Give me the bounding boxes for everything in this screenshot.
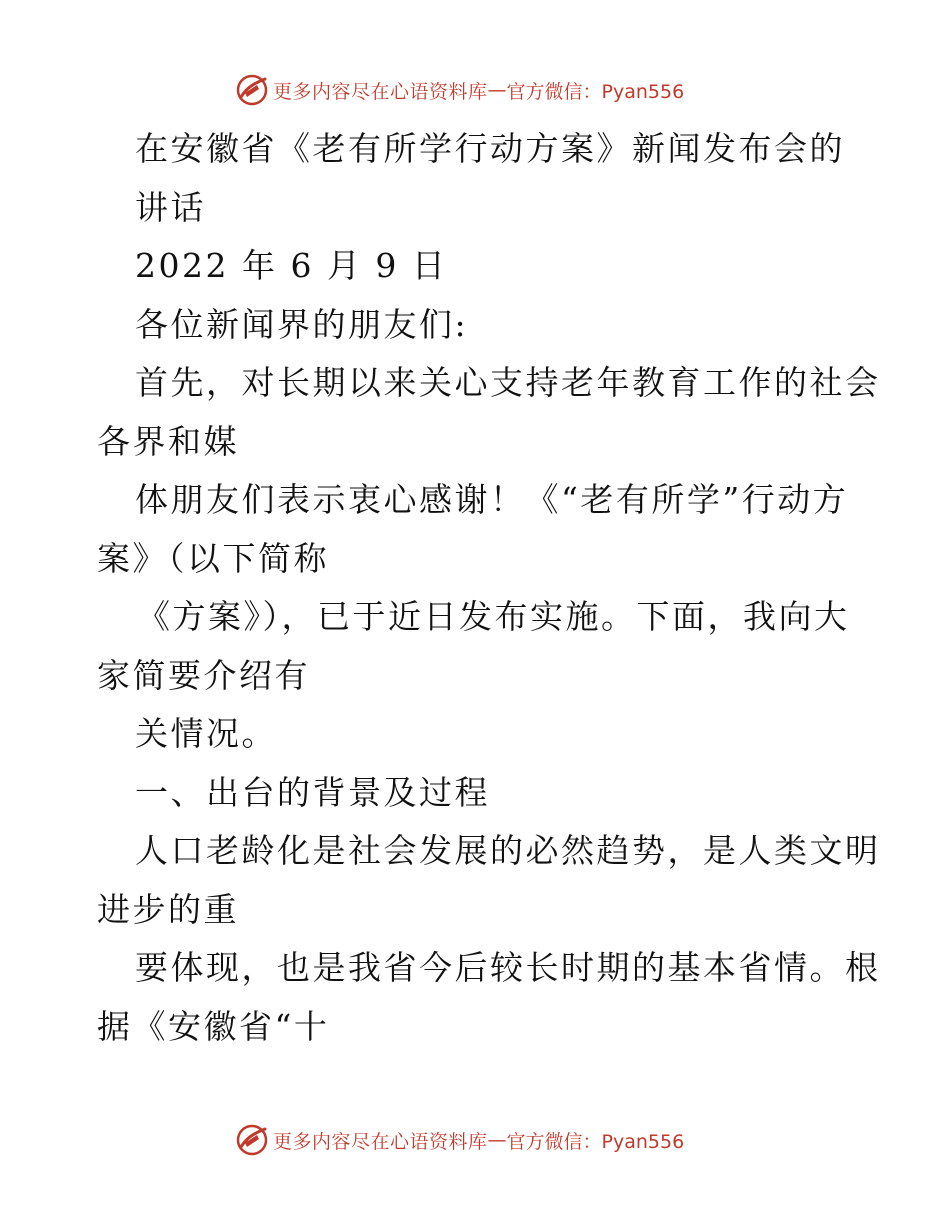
paragraph-line: 据《安徽省“十 xyxy=(97,1006,330,1046)
paragraph-line: 人口老龄化是社会发展的必然趋势，是人类文明 xyxy=(135,831,881,870)
pen-seal-icon xyxy=(235,1123,269,1157)
pen-seal-icon xyxy=(235,73,269,107)
paragraph-line: 《方案》），已于近日发布实施。下面，我向大 xyxy=(137,597,850,636)
watermark-header xyxy=(235,72,684,108)
watermark-wechat-text: 官方微信：Pyan556 xyxy=(506,1130,685,1153)
date-line: 2022 年 6 月 9 日 xyxy=(135,246,448,285)
watermark-separator: — xyxy=(487,79,507,101)
salutation-line: 各位新闻界的朋友们: xyxy=(135,304,469,344)
section-heading: 一、出台的背景及过程 xyxy=(135,772,490,812)
document-body xyxy=(97,120,881,1056)
watermark-wechat-text: 官方微信：Pyan556 xyxy=(506,80,685,103)
paragraph-line: 首先，对长期以来关心支持老年教育工作的社会 xyxy=(135,363,881,402)
paragraph-line: 案》（以下简称 xyxy=(97,538,329,578)
paragraph-line: 家简要介绍有 xyxy=(97,655,310,695)
title-line-1: 在安徽省《老有所学行动方案》新闻发布会的 xyxy=(135,129,845,168)
watermark-site-text: 更多内容尽在心语资料库 xyxy=(273,1130,488,1153)
watermark-site-text: 更多内容尽在心语资料库 xyxy=(273,80,488,103)
paragraph-line: 关情况。 xyxy=(135,714,277,753)
paragraph-line: 体朋友们表示衷心感谢！《“老有所学”行动方 xyxy=(135,480,849,519)
paragraph-line: 进步的重 xyxy=(97,889,239,929)
watermark-footer xyxy=(235,1122,684,1158)
paragraph-line: 各界和媒 xyxy=(97,421,239,461)
title-line-2: 讲话 xyxy=(135,187,206,227)
paragraph-line: 要体现，也是我省今后较长时期的基本省情。根 xyxy=(135,948,881,987)
watermark-separator: — xyxy=(487,1129,507,1151)
